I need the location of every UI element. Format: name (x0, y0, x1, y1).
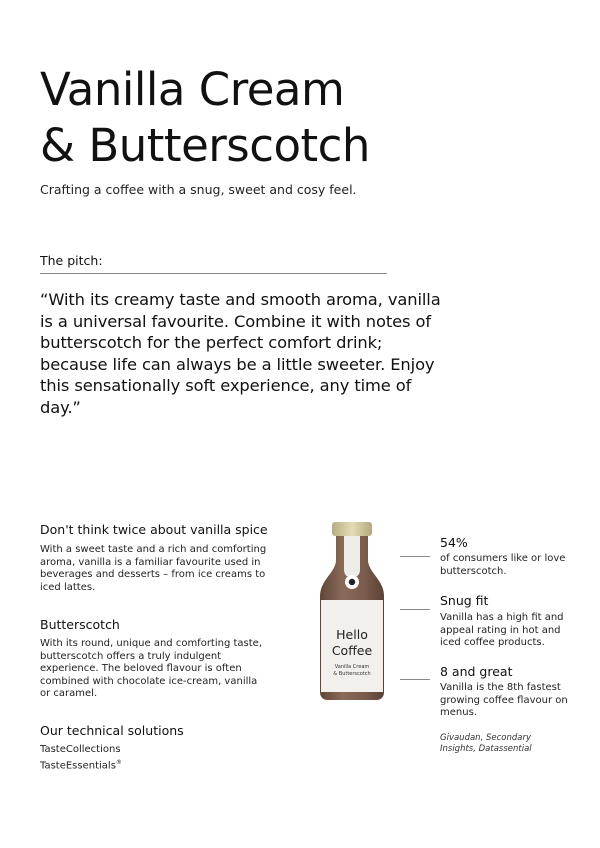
pitch-quote: “With its creamy taste and smooth aroma, vanilla is a universal favourite. Combine it with notes of butterscotch for the perfect comfort drink; because life can always be a little sweeter. Enjoy this sensationally soft experience, any time of day.” (40, 290, 441, 417)
stat-connector-1 (400, 556, 430, 557)
page-title (40, 62, 370, 174)
stat-heading-3: 8 and great (440, 664, 513, 679)
tech-item-tastecollections: TasteCollections (40, 744, 121, 755)
title-line-2: & Butterscotch (40, 119, 370, 172)
subtitle: Crafting a coffee with a snug, sweet and cosy feel. (40, 182, 357, 197)
tech-list (40, 744, 122, 772)
bottle-label-coffee: Coffee (331, 643, 373, 658)
vanilla-text: With a sweet taste and a rich and comforting aroma, vanilla is a familiar favourite used in beverages and desserts – from ice creams to iced lattes. (40, 544, 267, 593)
pitch-divider (40, 273, 387, 274)
stat-text-2: Vanilla has a high fit and appeal rating in hot and iced coffee products. (440, 612, 564, 648)
title-line-1: Vanilla Cream (40, 63, 345, 116)
coffee-bottle-image (316, 520, 388, 702)
stat-heading-2: Snug fit (440, 593, 489, 608)
registered-mark: ® (115, 758, 122, 766)
stat-text-1: of consumers like or love butterscotch. (440, 553, 566, 577)
bottle-label-hello: Hello (336, 627, 368, 642)
pitch-label: The pitch: (40, 253, 103, 268)
tech-item-tasteessentials-label: TasteEssentials (40, 759, 116, 771)
stat-connector-2 (400, 609, 430, 610)
tech-item-tasteessentials (40, 757, 122, 773)
logo-icon (349, 579, 355, 585)
source-citation: Givaudan, Secondary Insights, Datassential (440, 733, 532, 754)
bottle-flavour-line2: & Butterscotch (333, 671, 371, 677)
bottle-cap (332, 522, 372, 536)
butterscotch-text: With its round, unique and comforting taste, butterscotch offers a truly indulgent experience. The beloved flavour is often combined with chocolate ice-cream, vanilla or caramel. (40, 638, 263, 699)
butterscotch-heading: Butterscotch (40, 617, 120, 632)
bottle-tag (344, 536, 360, 578)
stat-connector-3 (400, 679, 430, 680)
bottle-flavour-line1: Vanilla Cream (334, 664, 370, 670)
tech-heading: Our technical solutions (40, 723, 184, 738)
stat-heading-1: 54% (440, 535, 468, 550)
stat-text-3: Vanilla is the 8th fastest growing coffee flavour on menus. (440, 682, 568, 718)
vanilla-heading: Don't think twice about vanilla spice (40, 522, 268, 537)
